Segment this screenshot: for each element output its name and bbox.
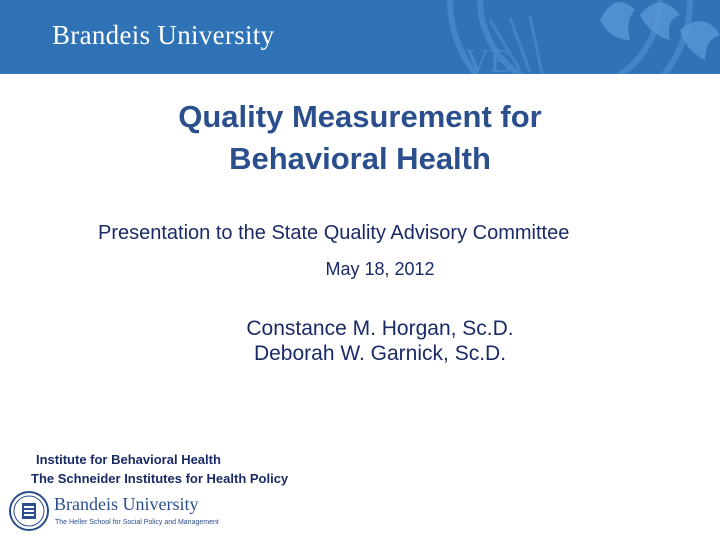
header-banner [0, 0, 720, 74]
author-list [0, 316, 720, 366]
svg-text:VE: VE [465, 43, 511, 74]
university-wordmark: Brandeis University [52, 20, 275, 50]
slide-title-line1: Quality Measurement for [178, 99, 542, 134]
slide-subtitle: Presentation to the State Quality Advisory Committee [98, 222, 570, 244]
author-name: Deborah W. Garnick, Sc.D. [253, 342, 507, 365]
logo-school-name: The Heller School for Social Policy and Management [55, 519, 219, 526]
author-name: Constance M. Horgan, Sc.D. [246, 317, 514, 340]
logo-university-name: Brandeis University [54, 494, 199, 514]
brandeis-seal-icon [8, 490, 50, 532]
presentation-date: May 18, 2012 [325, 259, 435, 279]
slide-title [0, 96, 720, 180]
university-seal-icon [430, 0, 720, 74]
heller-school-logo [8, 490, 228, 534]
slide-title-line2: Behavioral Health [229, 141, 491, 176]
institute-name: Institute for Behavioral Health [36, 452, 221, 467]
institute-block [31, 450, 288, 488]
institute-parent-name: The Schneider Institutes for Health Policy [31, 471, 289, 486]
